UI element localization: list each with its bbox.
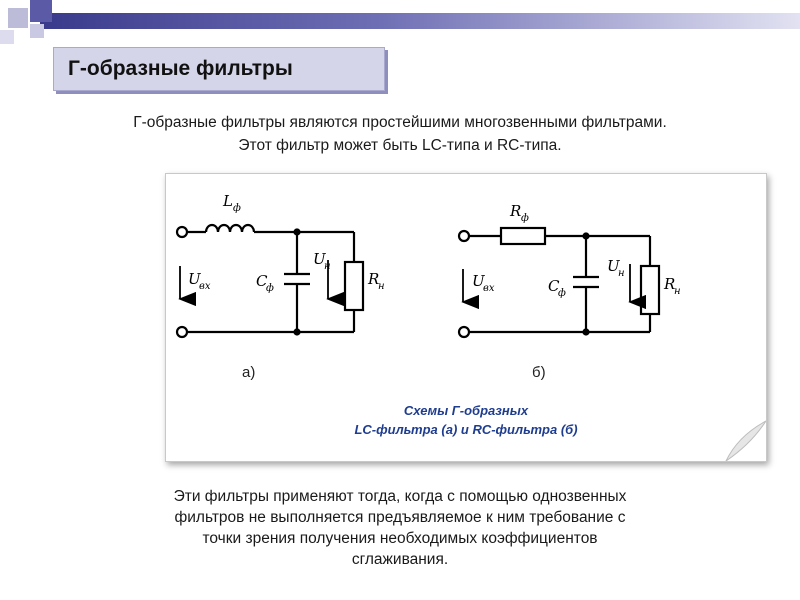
series-resistor-label-sub: ф [521, 213, 529, 224]
inductor-symbol [206, 225, 254, 232]
load-resistor-label-sub: н [378, 281, 385, 292]
series-resistor-label: R [510, 202, 522, 220]
body-line-4: сглаживания. [351, 551, 449, 568]
intro-line-1: Г-образные фильтры являются простейшими многозвенными фильтрами. [133, 114, 667, 131]
figure-caption-line-2: LC-фильтра (а) и RC-фильтра (б) [354, 422, 578, 437]
output-voltage-label: U [607, 257, 620, 275]
body-line-1: Эти фильтры применяют тогда, когда с помощью однозвенных [173, 488, 627, 505]
input-voltage-label: U [188, 270, 201, 288]
figure-label-b: б) [532, 364, 546, 381]
output-voltage-label: U [313, 250, 326, 268]
output-voltage-label-sub: н [324, 261, 331, 272]
load-resistor-label: R [368, 270, 380, 288]
intro-line-2: Этот фильтр может быть LC-типа и RC-типа. [238, 137, 562, 154]
inductor-label: L [223, 192, 233, 210]
figure-label-a: а) [242, 364, 256, 381]
input-voltage-label-sub: вх [199, 281, 211, 292]
figure-caption-line-1: Схемы Г-образных [403, 403, 529, 418]
capacitor-label: C [256, 272, 268, 290]
body-line-2: фильтров не выполняется предъявляемое к ним требование с [174, 509, 626, 526]
deco-square [30, 24, 44, 38]
load-resistor-symbol [641, 266, 659, 314]
capacitor-label: C [548, 277, 560, 295]
input-voltage-label-sub: вх [483, 283, 495, 294]
deco-square [0, 30, 14, 44]
capacitor-label-sub: ф [558, 288, 566, 299]
output-voltage-label-sub: н [618, 268, 625, 279]
input-voltage-label: U [472, 272, 485, 290]
load-resistor-label: R [664, 275, 676, 293]
body-line-3: точки зрения получения необходимых коэффициентов [202, 530, 598, 547]
load-resistor-label-sub: н [674, 286, 681, 297]
slide-header-decoration [0, 0, 800, 42]
deco-square [8, 8, 28, 28]
title-box [53, 47, 385, 91]
page-title: Г-образные фильтры [68, 57, 293, 80]
load-resistor-symbol [345, 262, 363, 310]
series-resistor-symbol [501, 228, 545, 244]
capacitor-label-sub: ф [266, 283, 274, 294]
deco-square [30, 0, 52, 22]
figure-card [165, 173, 767, 462]
header-band [40, 13, 800, 29]
inductor-label-sub: ф [233, 203, 241, 214]
